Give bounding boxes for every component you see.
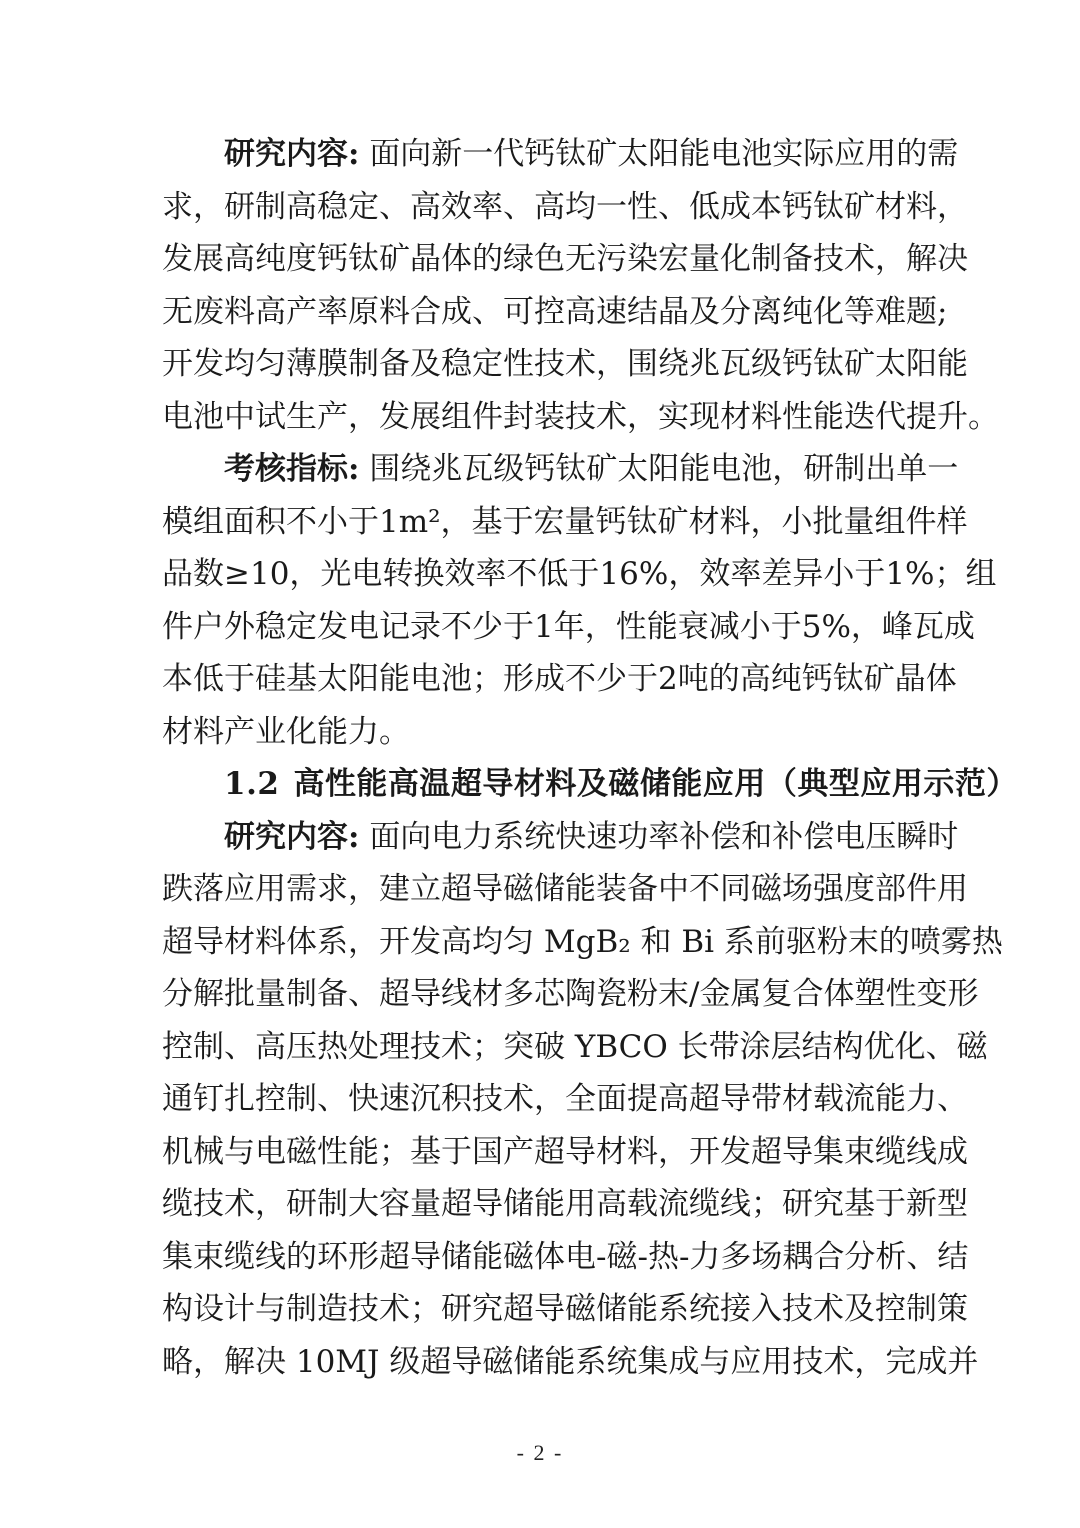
paragraph-line: 件户外稳定发电记录不少于1年，性能衰减小于5%，峰瓦成 — [162, 608, 975, 645]
paragraph-line: 跌落应用需求，建立超导磁储能装备中不同磁场强度部件用 — [162, 871, 968, 907]
paragraph-line: 集束缆线的环形超导储能磁体电-磁-热-力多场耦合分析、结 — [162, 1238, 969, 1275]
paragraph-line: 分解批量制备、超导线材多芯陶瓷粉末/金属复合体塑性变形 — [162, 976, 979, 1012]
section-number: 1.2 — [224, 766, 280, 802]
paragraph-line: 本低于硅基太阳能电池；形成不少于2吨的高纯钙钛矿晶体 — [162, 661, 957, 697]
research-content-label: 研究内容: — [224, 136, 360, 172]
paragraph-line: 构设计与制造技术；研究超导磁储能系统接入技术及控制策 — [162, 1291, 968, 1327]
paragraph-line: 电池中试生产，发展组件封装技术，实现材料性能迭代提升。 — [162, 398, 999, 435]
paragraph-line: 模组面积不小于1m²，基于宏量钙钛矿材料，小批量组件样 — [162, 503, 968, 540]
paragraph-line: 缆技术，研制大容量超导储能用高载流缆线；研究基于新型 — [162, 1186, 968, 1222]
assessment-indicators-label: 考核指标: — [224, 451, 360, 487]
research-content-label: 研究内容: — [224, 818, 360, 855]
paragraph-line: 略，解决 10MJ 级超导磁储能系统集成与应用技术，完成并 — [162, 1343, 979, 1380]
paragraph-line: 机械与电磁性能；基于国产超导材料，开发超导集束缆线成 — [162, 1133, 968, 1170]
document-body — [162, 128, 1018, 1388]
paragraph-line: 研究内容: 面向电力系统快速功率补偿和补偿电压瞬时 — [224, 818, 959, 855]
paragraph-line: 超导材料体系，开发高均匀 MgB₂ 和 Bi 系前驱粉末的喷雾热 — [162, 923, 1003, 960]
paragraph-line: 求，研制高稳定、高效率、高均一性、低成本钙钛矿材料， — [162, 188, 968, 225]
paragraph-line: 品数≥10，光电转换效率不低于16%，效率差异小于1%；组 — [162, 556, 997, 592]
page-number: - 2 - — [516, 1440, 564, 1465]
section-title: 高性能高温超导材料及磁储能应用（典型应用示范） — [293, 766, 1018, 802]
paragraph-line: 开发均匀薄膜制备及稳定性技术，围绕兆瓦级钙钛矿太阳能 — [162, 346, 968, 382]
paragraph-line: 研究内容: 面向新一代钙钛矿太阳能电池实际应用的需 — [224, 136, 959, 172]
section-heading — [162, 758, 1018, 811]
paragraph-line: 考核指标: 围绕兆瓦级钙钛矿太阳能电池，研制出单一 — [224, 451, 959, 487]
paragraph-line: 发展高纯度钙钛矿晶体的绿色无污染宏量化制备技术，解决 — [162, 241, 968, 277]
paragraph-line: 通钉扎控制、快速沉积技术，全面提高超导带材载流能力、 — [162, 1081, 968, 1117]
paragraph-line: 控制、高压热处理技术；突破 YBCO 长带涂层结构优化、磁 — [162, 1028, 988, 1065]
paragraph-line: 无废料高产率原料合成、可控高速结晶及分离纯化等难题; — [162, 293, 948, 330]
paragraph-line: 材料产业化能力。 — [162, 713, 410, 750]
